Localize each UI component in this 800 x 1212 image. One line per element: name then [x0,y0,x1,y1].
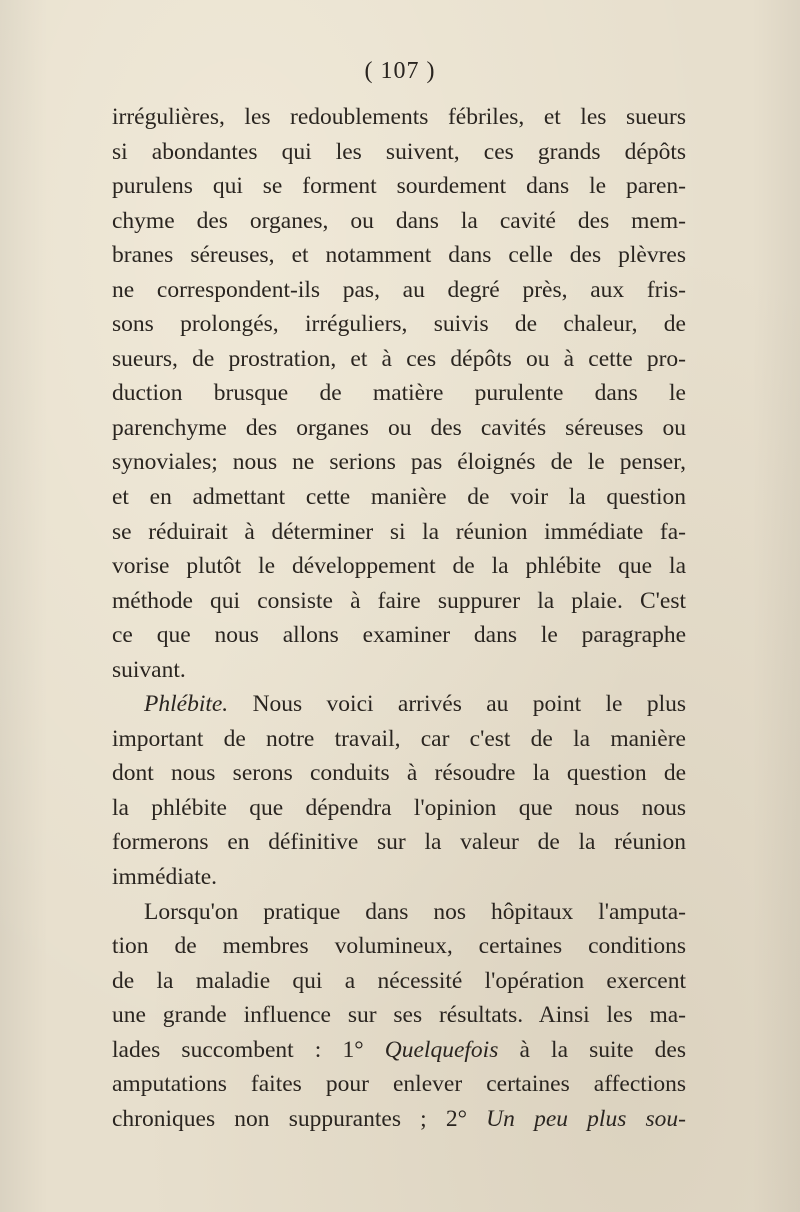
text-line: et en admettant cette manière de voir la question [112,484,686,511]
emphasis-text: Un peu plus sou- [467,1105,686,1132]
text-segment: à la suite des [498,1036,686,1063]
text-line: branes séreuses, et notamment dans celle des plèvres [112,242,686,269]
text-line: sons prolongés, irréguliers, suivis de chaleur, de [112,311,686,338]
text-line: amputations faites pour enlever certaines affections [112,1071,686,1098]
text-line [112,1033,686,1068]
text-line: ce que nous allons examiner dans le paragraphe [112,622,686,649]
text-line: purulens qui se forment sourdement dans le paren- [112,173,686,200]
paragraph-first-line [112,687,686,722]
text-line: de la maladie qui a nécessité l'opération exercent [112,967,686,994]
text-line: synoviales; nous ne serions pas éloignés de le penser, [112,449,686,476]
text-line: si abondantes qui les suivent, ces grands dépôts [112,138,686,165]
text-segment: Nous voici arrivés au point le plus [228,691,686,718]
text-line: tion de membres volumineux, certaines conditions [112,933,686,960]
text-line [112,1102,686,1137]
list-number: 2° [445,1105,467,1132]
text-line: vorise plutôt le développement de la phlébite que la [112,553,686,580]
text-segment: chroniques non suppurantes ; [112,1105,446,1132]
text-line: se réduirait à déterminer si la réunion immédiate fa- [112,518,686,545]
text-line: la phlébite que dépendra l'opinion que nous nous [112,794,686,821]
text-line: chyme des organes, ou dans la cavité des mem- [112,207,686,234]
text-line: important de notre travail, car c'est de la manière [112,725,686,752]
text-line: parenchyme des organes ou des cavités séreuses ou [112,414,686,441]
text-line: immédiate. [112,864,218,891]
emphasis-text: Quelquefois [363,1036,499,1063]
text-line: formerons en définitive sur la valeur de la réunion [112,829,686,856]
text-line: irrégulières, les redoublements fébriles, et les sueurs [112,104,686,130]
text-segment: lades succombent : [112,1036,322,1063]
body-text [112,100,686,1136]
page-number: ( 107 ) [364,58,436,84]
text-line: sueurs, de prostration, et à ces dépôts ou à cette pro- [112,345,686,372]
section-heading: Phlébite. [144,691,229,718]
text-line: méthode qui consiste à faire suppurer la plaie. C'est [112,587,686,614]
text-line: duction brusque de matière purulente dans le [112,380,686,407]
text-line: une grande influence sur ses résultats. Ainsi les ma- [112,1002,686,1029]
text-line: ne correspondent-ils pas, au degré près, aux fris- [112,276,686,303]
text-line: suivant. [112,656,186,683]
text-line: dont nous serons conduits à résoudre la question de [112,760,686,787]
list-number: 1° [321,1036,364,1063]
paragraph-first-line: Lorsqu'on pratique dans nos hôpitaux l'amputa- [144,898,686,925]
